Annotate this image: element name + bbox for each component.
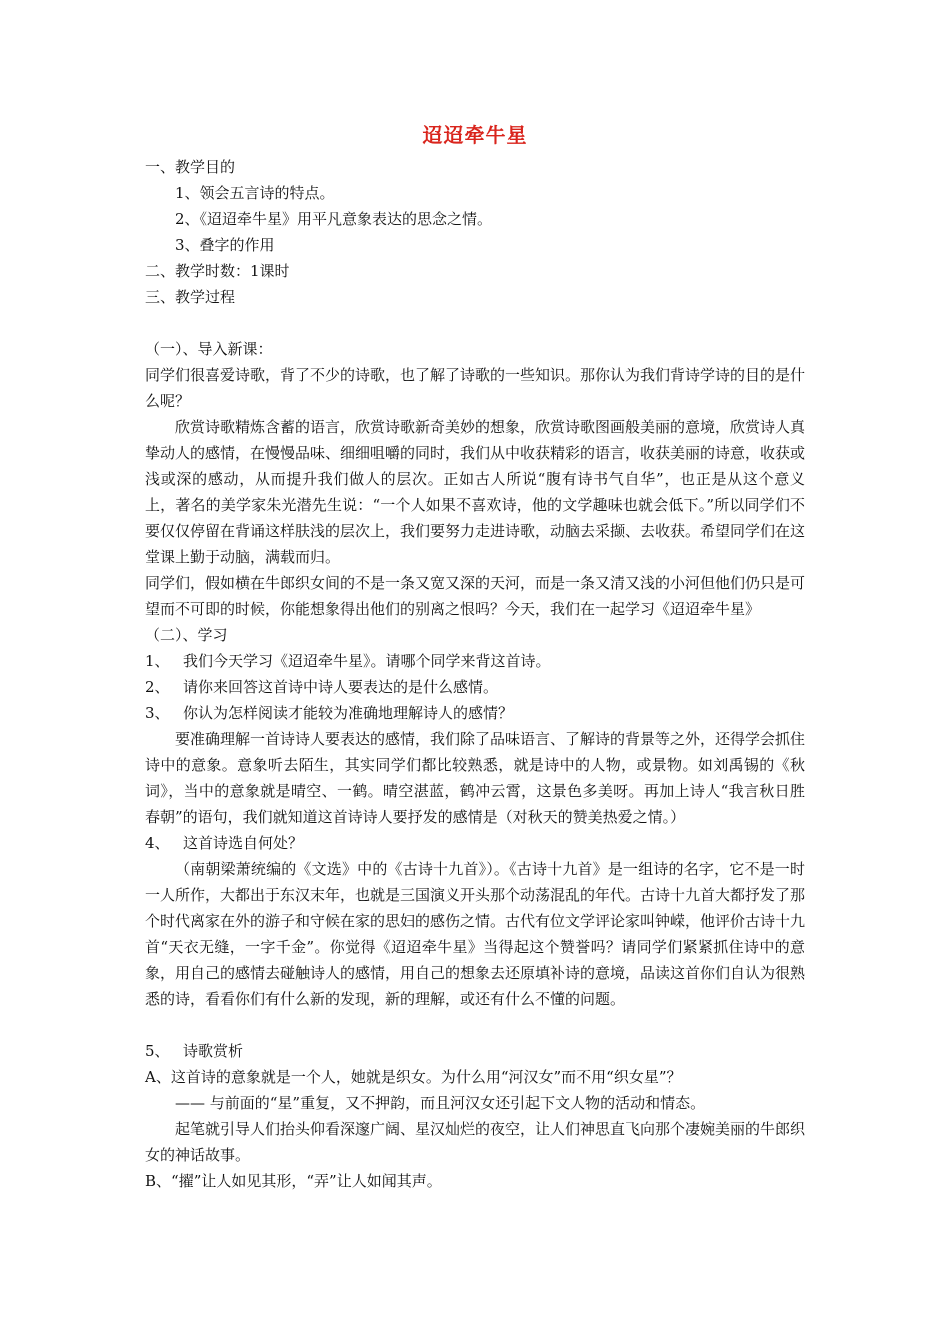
answer-4: （南朝梁萧统编的《文选》中的《古诗十九首》）。《古诗十九首》是一组诗的名字，它不是一时一人所作，大都出于东汉末年，也就是三国演义开头那个动荡混乱的年代。古诗十九首大都抒发了那个时代离家在外的游子和守候在家的思妇的感伤之情。古代有位文学评论家叫钟嵘，他评价古诗十九首“天衣无缝，一字千金”。你觉得《迢迢牵牛星》当得起这个赞誉吗？请同学们紧紧抓住诗中的意象，用自己的感情去碰触诗人的感情，用自己的想象去还原填补诗的意境，品读这首你们自认为很熟悉的诗，看看你们有什么新的发现，新的理解，或还有什么不懂的问题。 (145, 860, 806, 1008)
analysis-a: A、这首诗的意象就是一个人，她就是织女。为什么用“河汉女”而不用“织女星”？ (145, 1068, 682, 1086)
question-number: 5、 (145, 1042, 170, 1060)
document-title: 迢迢牵牛星 (422, 123, 528, 147)
question-text: 诗歌赏析 (183, 1042, 244, 1060)
goal-item-2: 2、《迢迢牵牛星》用平凡意象表达的思念之情。 (175, 210, 493, 228)
question-text: 我们今天学习《迢迢牵牛星》。请哪个同学来背这首诗。 (183, 652, 551, 670)
question-3 (145, 700, 805, 726)
analysis-a-paragraph: 起笔就引导人们抬头仰看深邃广阔、星汉灿烂的夜空，让人们神思直飞向那个凄婉美丽的牛郎织女的神话故事。 (145, 1120, 806, 1164)
question-text: 请你来回答这首诗中诗人要表达的是什么感情。 (183, 678, 499, 696)
answer-3: 要准确理解一首诗诗人要表达的感情，我们除了品味语言、了解诗的背景等之外，还得学会抓住诗中的意象。意象听去陌生，其实同学们都比较熟悉，就是诗中的人物，或景物。如刘禹锡的《秋词》，当中的意象就是晴空、一鹤。晴空湛蓝，鹤冲云霄，这景色多美呀。再加上诗人“我言秋日胜春朝”的语句，我们就知道这首诗诗人要抒发的感情是（对秋天的赞美热爱之情。） (145, 730, 806, 826)
study-heading: （二）、学习 (145, 626, 228, 644)
spacer (145, 1012, 805, 1038)
analysis-b: B、“擢”让人如见其形，“弄”让人如闻其声。 (145, 1172, 442, 1190)
intro-paragraph-1: 同学们很喜爱诗歌，背了不少的诗歌，也了解了诗歌的一些知识。那你认为我们背诗学诗的目的是什么呢？ (145, 366, 806, 410)
spacer (145, 310, 805, 336)
process-heading: 三、教学过程 (145, 288, 236, 306)
analysis-a-note: —— 与前面的“星”重复，又不押韵，而且河汉女还引起下文人物的活动和情态。 (175, 1094, 706, 1112)
goal-item-1: 1、领会五言诗的特点。 (175, 184, 335, 202)
question-2 (145, 674, 805, 700)
goals-heading: 一、教学目的 (145, 158, 236, 176)
question-number: 4、 (145, 834, 170, 852)
intro-heading: （一）、导入新课： (145, 340, 273, 358)
hours-heading: 二、教学时数：1课时 (145, 262, 290, 280)
document-page (145, 120, 805, 1194)
question-number: 3、 (145, 704, 170, 722)
intro-paragraph-2: 欣赏诗歌精炼含蓄的语言，欣赏诗歌新奇美妙的想象，欣赏诗歌图画般美丽的意境，欣赏诗人真挚动人的感情，在慢慢品味、细细咀嚼的同时，我们从中收获精彩的语言，收获美丽的诗意，收获或浅或深的感动，从而提升我们做人的层次。正如古人所说“腹有诗书气自华”，也正是从这个意义上，著名的美学家朱光潜先生说：“一个人如果不喜欢诗，他的文学趣味也就会低下。”所以同学们不要仅仅停留在背诵这样肤浅的层次上，我们要努力走进诗歌，动脑去采撷、去收获。希望同学们在这堂课上勤于动脑，满载而归。 (145, 418, 806, 566)
question-5 (145, 1038, 805, 1064)
question-4 (145, 830, 805, 856)
question-text: 这首诗选自何处？ (183, 834, 304, 852)
question-number: 2、 (145, 678, 170, 696)
question-1 (145, 648, 805, 674)
goal-item-3: 3、叠字的作用 (175, 236, 275, 254)
question-text: 你认为怎样阅读才能较为准确地理解诗人的感情？ (183, 704, 514, 722)
question-number: 1、 (145, 652, 170, 670)
intro-paragraph-3: 同学们，假如横在牛郎织女间的不是一条又宽又深的天河，而是一条又清又浅的小河但他们仍只是可望而不可即的时候，你能想象得出他们的别离之恨吗？今天，我们在一起学习《迢迢牵牛星》 (145, 574, 806, 618)
